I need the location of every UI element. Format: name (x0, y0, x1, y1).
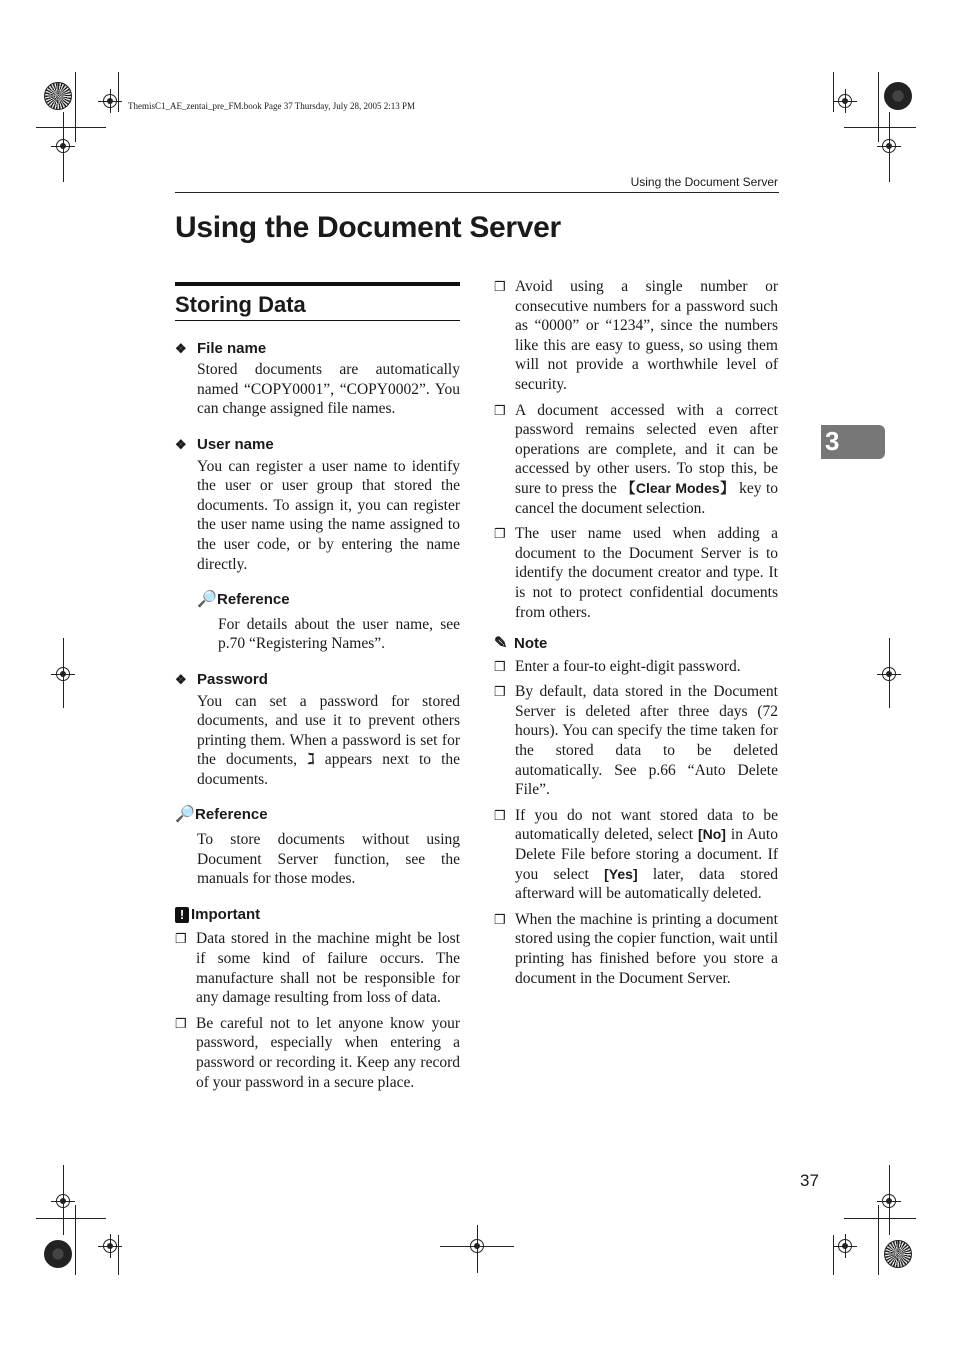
yes-option-label: [Yes] (604, 865, 638, 882)
section-heading: Storing Data (175, 282, 460, 321)
document-access-text-end: key to cancel the document selection. (515, 479, 778, 517)
user-name-reference-heading (197, 590, 460, 610)
reference-body: To store documents without using Document Server function, see the manuals for those modes. (197, 831, 460, 888)
checkbox-bullet-icon: ❒ (494, 658, 506, 674)
chapter-number: 3 (825, 426, 840, 456)
note-heading (494, 634, 778, 654)
checkbox-bullet-icon: ❒ (494, 526, 506, 542)
user-name-heading-text: User name (197, 435, 274, 453)
reference-heading-text: Reference (217, 591, 290, 609)
note-item: Enter a four-to eight-digit password. (515, 657, 741, 675)
checkbox-bullet-icon: ❒ (494, 402, 506, 418)
checkbox-bullet-icon: ❒ (494, 807, 506, 823)
note-heading-text: Note (514, 635, 548, 653)
note-text: in Auto Delete File before storing a document. If you select (515, 826, 778, 883)
list-item (175, 929, 460, 1007)
chapter-tab (821, 425, 885, 459)
registration-rosette (44, 1240, 72, 1268)
reference-heading (175, 805, 460, 825)
running-header: Using the Document Server (630, 175, 778, 189)
checkbox-bullet-icon: ❒ (175, 1015, 187, 1031)
user-name-body: You can register a user name to identify the user or user group that stored the documents. To assign it, you can register the user name using the name assigned to the user code, or by entering the name directly. (197, 457, 460, 573)
note-text: If you do not want stored data to be automatically deleted, select (515, 806, 778, 844)
checkbox-bullet-icon: ❒ (494, 684, 506, 700)
diamond-bullet-icon: ❖ (175, 340, 187, 356)
important-icon: ! (175, 907, 189, 923)
list-item (494, 277, 778, 395)
file-name-heading-text: File name (197, 339, 267, 357)
important-heading (175, 905, 460, 925)
header-rule (175, 192, 779, 193)
list-item (494, 401, 778, 519)
password-body-text: You can set a password for stored documents, and use it to prevent others printing them. When a password is set for the documents, (197, 692, 460, 769)
list-item (494, 657, 778, 677)
reference-key-icon: 🔎 (175, 806, 195, 824)
list-item (175, 1014, 460, 1092)
user-name-purpose-item: The user name used when adding a document to the Document Server is to identify the document creator and type. It is not to protect confidential documents from others. (515, 525, 778, 621)
user-name-heading (175, 435, 460, 455)
document-access-item (515, 401, 778, 519)
file-name-heading (175, 339, 460, 359)
reference-heading-text: Reference (195, 806, 268, 824)
reference-key-icon: 🔎 (197, 591, 217, 609)
password-heading (175, 670, 460, 690)
note-item (515, 806, 778, 904)
password-advice-item: Avoid using a single number or consecutive numbers for a password such as “0000” or “1234”, since the numbers like this are easy to guess, so using them will not provide a worthwhile level of security. (515, 278, 778, 393)
important-heading-text: Important (191, 905, 261, 923)
list-item (494, 806, 778, 904)
list-item (494, 682, 778, 800)
list-item (494, 524, 778, 622)
password-body-text-end: appears next to the documents. (197, 751, 461, 788)
note-text: later, data stored afterward will be automatically deleted. (515, 865, 778, 903)
registration-rosette (884, 82, 912, 110)
right-column (494, 277, 778, 994)
no-option-label: [No] (697, 826, 726, 843)
crosshair-target (103, 1239, 117, 1253)
password-heading-text: Password (197, 670, 268, 688)
note-pencil-icon: ✎ (494, 635, 508, 653)
user-name-reference-body: For details about the user name, see p.70 “Registering Names”. (218, 615, 460, 653)
lock-icon: ℷ (307, 750, 315, 769)
list-item (494, 910, 778, 988)
important-item: Data stored in the machine might be lost if some kind of failure occurs. The manufacture shall not be responsible for any damage resulting from loss of data. (196, 930, 460, 1007)
note-item: When the machine is printing a document stored using the copier function, wait until printing has finished before you store a document in the Document Server. (515, 910, 779, 987)
important-item: Be careful not to let anyone know your password, especially when entering a password or recording it. Keep any record of your password in a secure place. (196, 1014, 460, 1091)
registration-rosette (44, 82, 72, 110)
crosshair-target (838, 94, 852, 108)
diamond-bullet-icon: ❖ (175, 671, 187, 687)
left-column (175, 282, 460, 1098)
page-title: Using the Document Server (175, 211, 561, 244)
checkbox-bullet-icon: ❒ (175, 931, 187, 947)
note-item: By default, data stored in the Document Server is deleted after three days (72 hours). You can specify the time taken for the stored data to be deleted automatically. See p.66 “Auto Delete File”. (515, 683, 778, 799)
password-body (197, 692, 460, 790)
crosshair-target (103, 94, 117, 108)
file-name-body: Stored documents are automatically named “COPY0001”, “COPY0002”. You can change assigned file names. (197, 361, 460, 418)
clear-modes-key: 【Clear Modes】 (621, 479, 735, 496)
page-number: 37 (800, 1171, 819, 1190)
crosshair-target (838, 1239, 852, 1253)
checkbox-bullet-icon: ❒ (494, 279, 506, 294)
checkbox-bullet-icon: ❒ (494, 911, 506, 927)
document-access-text: A document accessed with a correct password remains selected even after operations are complete, and it can be accessed by other users. To stop this, be sure to press the (515, 401, 778, 497)
registration-rosette (884, 1240, 912, 1268)
book-info-slug: ThemisC1_AE_zentai_pre_FM.book Page 37 Thursday, July 28, 2005 2:13 PM (128, 101, 415, 111)
diamond-bullet-icon: ❖ (175, 436, 187, 452)
